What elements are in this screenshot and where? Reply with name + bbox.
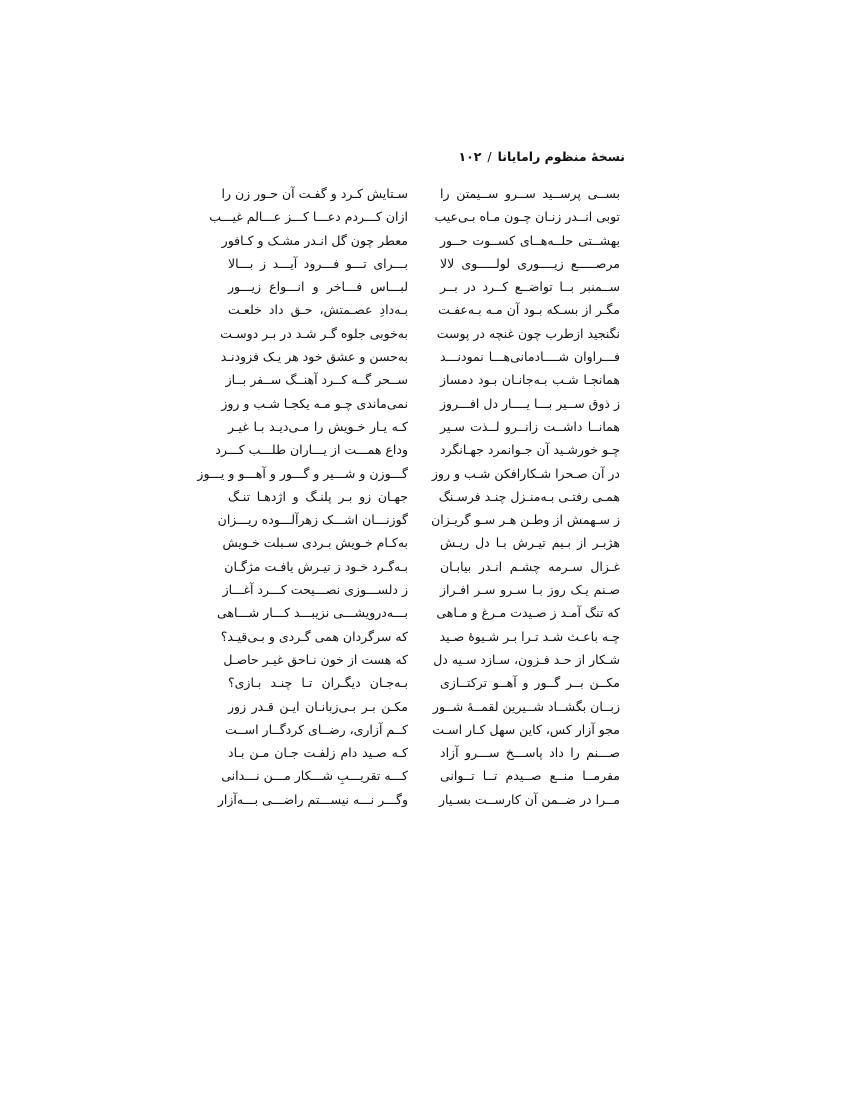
verse-line: در آن صـحرا شـکارافکن شـب و روز — [431, 465, 620, 481]
verse-line: فـــراوان شــــادمانی‌هـــا نمودنـــد — [440, 349, 620, 365]
verse-line: همـی رفتـی بـه‌منـزل چنـد فرسـنگ — [438, 488, 620, 504]
page-number: ۱۰۲ — [458, 149, 482, 164]
verse-line: ســمنبر بــا تواضــع کــرد در بــر — [440, 279, 620, 295]
verse-line: بـه‌دادِ عصـمتش، حـق داد خلعـت — [228, 302, 408, 318]
verse-line: نمی‌ماندی چـو مـه یکجـا شـب و روز — [221, 395, 408, 411]
page-header — [225, 149, 625, 164]
verse-line: کــم آزاری، رضــای کردگــار اســت — [225, 721, 408, 737]
verse-line: وداع همـــت از یـــاران طلـــب کـــرد — [215, 442, 408, 458]
verse-line: جهـان زو بـر پلنـگ و اژدهـا تنـگ — [228, 488, 408, 504]
verse-line: هژبـر از بـیم تیـرش بـا دل ریـش — [440, 535, 620, 551]
verse-line: که سرگردان همی گـردی و بـی‌قیـد؟ — [220, 628, 408, 644]
verse-line: کـه یـار خـویش را مـی‌دیـد بـا غیـر — [228, 418, 408, 434]
verse-line: به‌حسن و عشق خود هر یـک فزودنـد — [220, 349, 408, 365]
verse-line: که هست از خون نـاحق غیـر حاصـل — [223, 651, 408, 667]
verse-line: مکــن بــر گــور و آهــو ترکتــازی — [440, 675, 620, 691]
verse-line: صـــنم را داد پاســـخ ســـرو آزاد — [440, 745, 620, 761]
verse-line: وگـــر نـــه نیســـتم راضـــی بـــه‌آزار — [217, 791, 408, 807]
verse-line: مگـر از بسـکه بـود آن مـه بـه‌عفـت — [438, 302, 620, 318]
verse-line: معطر چون گل انـدر مشـک و کـافور — [221, 232, 408, 248]
verse-line: که تنگ آمـد ز صـیدت مـرغ و مـاهی — [436, 605, 620, 621]
verse-line: بـــرای تـــو فـــرود آیـــد ز بـــالا — [228, 255, 408, 271]
verse-line: ز سـهمش از وطـن هـر سـو گریـزان — [431, 512, 620, 528]
verse-line: به‌کـام خـویش بـردی سـبلت خـویش — [222, 535, 408, 551]
header-separator: / — [487, 149, 492, 164]
verse-line: شـکار از حـد فـزون، سـازد سـیه دل — [433, 651, 620, 667]
verse-line: سـتایش کـرد و گفـت آن حـور زن را — [221, 186, 408, 201]
verse-line: کـــه تقریـــبِ شـــکار مـــن نـــدانی — [221, 768, 408, 784]
verse-line: گـــوزن و شـــیر و گـــور و آهـــو و یـــوز — [197, 465, 408, 481]
right-verse-column — [431, 182, 620, 811]
verse-line: همانــا داشــت زانــرو لــذت سـیر — [440, 418, 620, 434]
verse-line: ازان کـــردم دعـــا کـــز عـــالم غیـــب — [209, 209, 408, 225]
verse-line: ز ذوق ســیر بـــا یــــار دل افـــروز — [440, 395, 620, 411]
verse-line: ســحر گــه کــرد آهنــگ ســفر بــاز — [225, 372, 408, 388]
verse-line: لبـــاس فـــاخر و انـــواع زیـــور — [228, 279, 408, 295]
verse-line: به‌خوبی جلوه گـر شـد در بـر دوسـت — [220, 325, 408, 341]
verse-line: غـزال سـرمه چشـم انـدر بیابـان — [440, 558, 620, 574]
verse-line: مرصـــــع زیــــوری لولـــــوی لالا — [440, 255, 620, 271]
verse-line: مکـن بـر بـی‌زبانـان ایـن قـدر زور — [228, 698, 408, 714]
verse-line: مجو آزار کس، کاین سهل کـار اسـت — [432, 721, 620, 737]
verse-line: توبی انــدر زنـان چـون مـاه بـی‌عیب — [434, 209, 620, 225]
verse-line: صـنم یـک روز بـا سـرو سـر افـراز — [440, 582, 620, 598]
verse-line: چـه باعـث شـد تـرا بـر شـیوهٔ صـید — [439, 628, 620, 644]
verse-line: چـو خورشـید آن جـوانمرد جهـانگرد — [440, 442, 620, 458]
verse-line: بســی پرســید ســرو ســیمتن را — [440, 186, 620, 201]
verse-line: ز دلســـوزی نصـــیحت کـــرد آغـــاز — [222, 582, 408, 598]
verse-line: گوزنـــان اشـــک زهرآلـــوده ریـــزان — [217, 512, 408, 528]
verse-line: کـه صـید دام زلفـت جـان مـن بـاد — [228, 745, 408, 761]
verse-line: زبــان بگشــاد شــیرین لقمــهٔ شــور — [432, 698, 620, 714]
verse-line: نگنجید ازطرب چون غنچه در پوست — [436, 325, 620, 341]
verse-line: بـه‌گـرد خـود ز تیـرش یافـت مژگـان — [224, 558, 408, 574]
verse-line: بـــه‌درویشـــی نزیبـــد کـــار شـــاهی — [217, 605, 408, 621]
verse-line: بهشــتی حلــه‌هــای کســوت حــور — [440, 232, 620, 248]
verse-line: مفرمــا منــع صــیدم تــا تــوانی — [440, 768, 620, 784]
verse-line: همانجـا شـب بـه‌جانـان بـود دمساز — [440, 372, 620, 388]
verse-line: بـه‌جـان دیگـران تـا چنـد بـازی؟ — [228, 675, 408, 691]
left-verse-column — [197, 182, 408, 811]
book-title: نسخهٔ منظوم رامایانا — [497, 149, 625, 164]
verse-line: مــرا در ضــمن آن کارســت بسـیار — [439, 791, 620, 807]
